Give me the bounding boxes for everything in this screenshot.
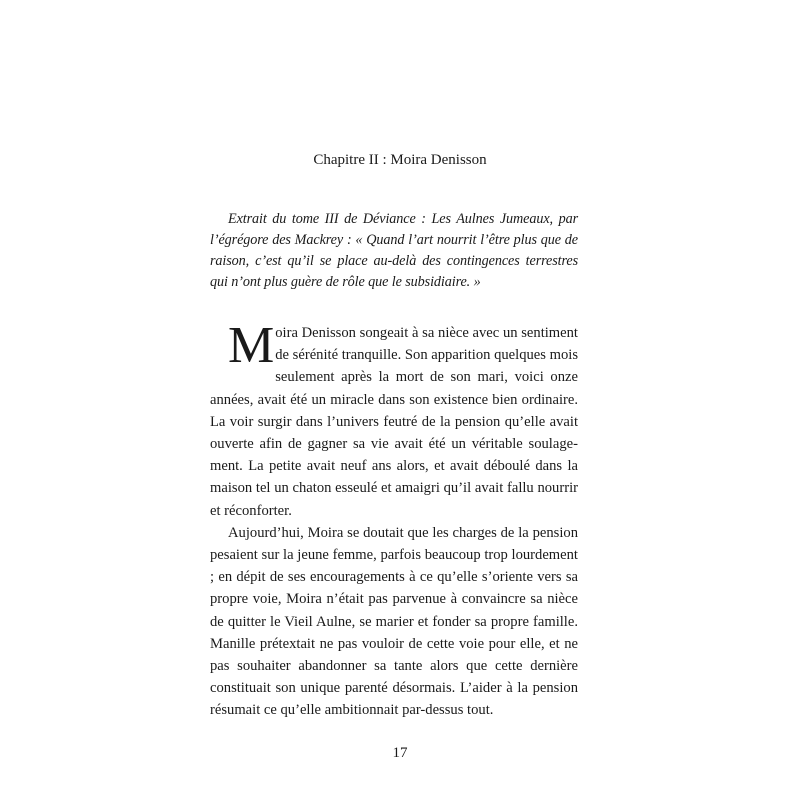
drop-cap: M bbox=[228, 317, 275, 374]
page-number: 17 bbox=[392, 745, 408, 761]
paragraph-2: Aujourd’hui, Moira se doutait que les charges de la pension pesaient sur la jeune femme, parfois beaucoup trop lourdement ; en dépit de ses encouragements à ce qu’elle s’oriente vers sa propre voie, Moira n’était pas parvenue à convaincre sa nièce de quitter le Vieil Aulne, se marier et fonder sa propre famille. Manille prétextait ne pas vouloir de cette voie pour elle, et ne pas souhaiter abandonner sa tante alors que cette dernière constituait son unique parenté désormais. L’aider à la pension résumait ce qu’elle ambitionnait par-dessus tout. bbox=[210, 524, 578, 719]
paragraph-1-text: oira Denisson songeait à sa nièce avec un sentiment de sérénité tranquille. Son apparition quelques mois seulement après la mort de son mari, voici onze années, avait été un miracle dans son existence bien ordinaire. La voir surgir dans l’univers feutré de la pension qu’elle avait ouverte afin de gagner sa vie avait été un véritable soulagement. La petite avait neuf ans alors, et avait déboulé dans la maison tel un chaton esseulé et amaigri qu’il avait fallu nourrir et réconforter. bbox=[210, 325, 578, 519]
epigraph: Extrait du tome III de Déviance : Les Aulnes Jumeaux, par l’égrégore des Mackrey : « Quand l’art nourrit l’être plus que de raison, c’est qu’il se place au-delà des contingences terrestres qui n’ont plus guère de rôle que le subsidiaire. » bbox=[210, 211, 578, 290]
chapter-title: Chapitre II : Moira Denisson bbox=[313, 152, 487, 168]
paragraph-1 bbox=[210, 317, 578, 522]
body-text bbox=[210, 317, 578, 722]
